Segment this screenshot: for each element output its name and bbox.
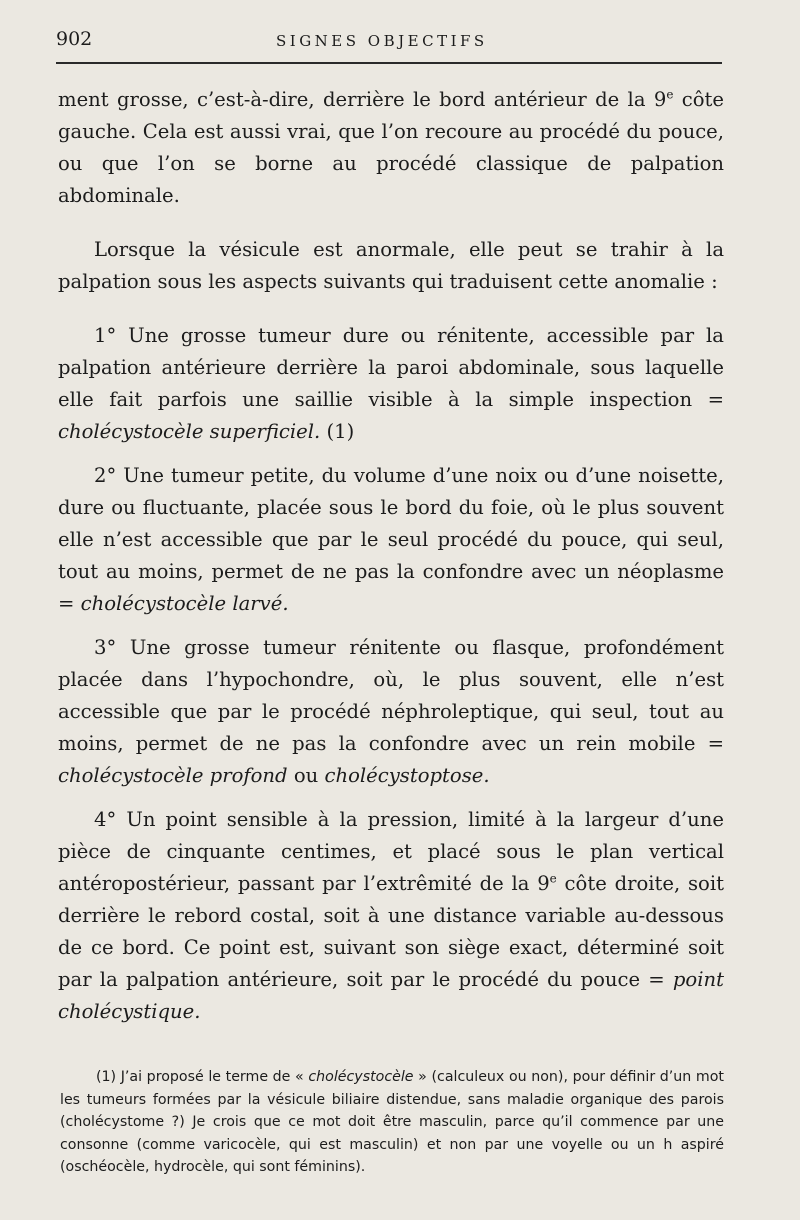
main-text bbox=[58, 84, 724, 1028]
paragraph-continuation: ment grosse, c’est-à-dire, derrière le bord antérieur de la 9e côte gauche. Cela est aussi vrai, que l’on recoure au procédé du pouce, ou que l’on se borne au procédé classique de palpation abdominale. bbox=[58, 87, 724, 207]
footnote: (1) J’ai proposé le terme de « cholécystocèle » (calculeux ou non), pour définir d’un mot les tumeurs formées par la vésicule biliaire distendue, sans maladie organique des parois (cholécystome ?) Je crois que ce mot doit être masculin, parce qu’il commence par une consonne (comme varicocèle, qui est masculin) et non par une voyelle ou un h aspiré (oschéocèle, hydrocèle, qui sont féminins). bbox=[60, 1069, 724, 1176]
paragraph-intro: Lorsque la vésicule est anormale, elle peut se trahir à la palpation sous les aspects suivants qui traduisent cette anomalie : bbox=[58, 238, 724, 293]
paragraph-item-3: 3° Une grosse tumeur rénitente ou flasque, profondément placée dans l’hypochondre, où, le plus souvent, elle n’est accessible que par le procédé néphroleptique, qui seul, tout au moins, permet de ne pas la confondre avec un rein mobile = cholécystocèle profond ou cholécystoptose. bbox=[58, 636, 724, 787]
paragraph-item-1: 1° Une grosse tumeur dure ou rénitente, accessible par la palpation antérieure derrière la paroi abdominale, sous laquelle elle fait parfois une saillie visible à la simple inspection = cholécystocèle superficiel. (1) bbox=[58, 324, 724, 443]
paragraph-item-4: 4° Un point sensible à la pression, limité à la largeur d’une pièce de cinquante centimes, et placé sous le plan vertical antéropostérieur, passant par l’extrêmité de la 9e côte droite, soit derrière le rebord costal, soit à une distance variable au-dessous de ce bord. Ce point est, suivant son siège exact, déterminé soit par la palpation antérieure, soit par le procédé du pouce = point cholécystique. bbox=[58, 808, 724, 1023]
header-rule bbox=[56, 62, 722, 64]
page-header bbox=[56, 28, 722, 58]
paragraph-item-2: 2° Une tumeur petite, du volume d’une noix ou d’une noisette, dure ou fluctuante, placée sous le bord du foie, où le plus souvent elle n’est accessible que par le seul procédé du pouce, qui seul, tout au moins, permet de ne pas la confondre avec un néoplasme = cholécystocèle larvé. bbox=[58, 464, 724, 615]
running-title: SIGNES OBJECTIFS bbox=[276, 32, 488, 50]
page-number: 902 bbox=[56, 28, 93, 50]
